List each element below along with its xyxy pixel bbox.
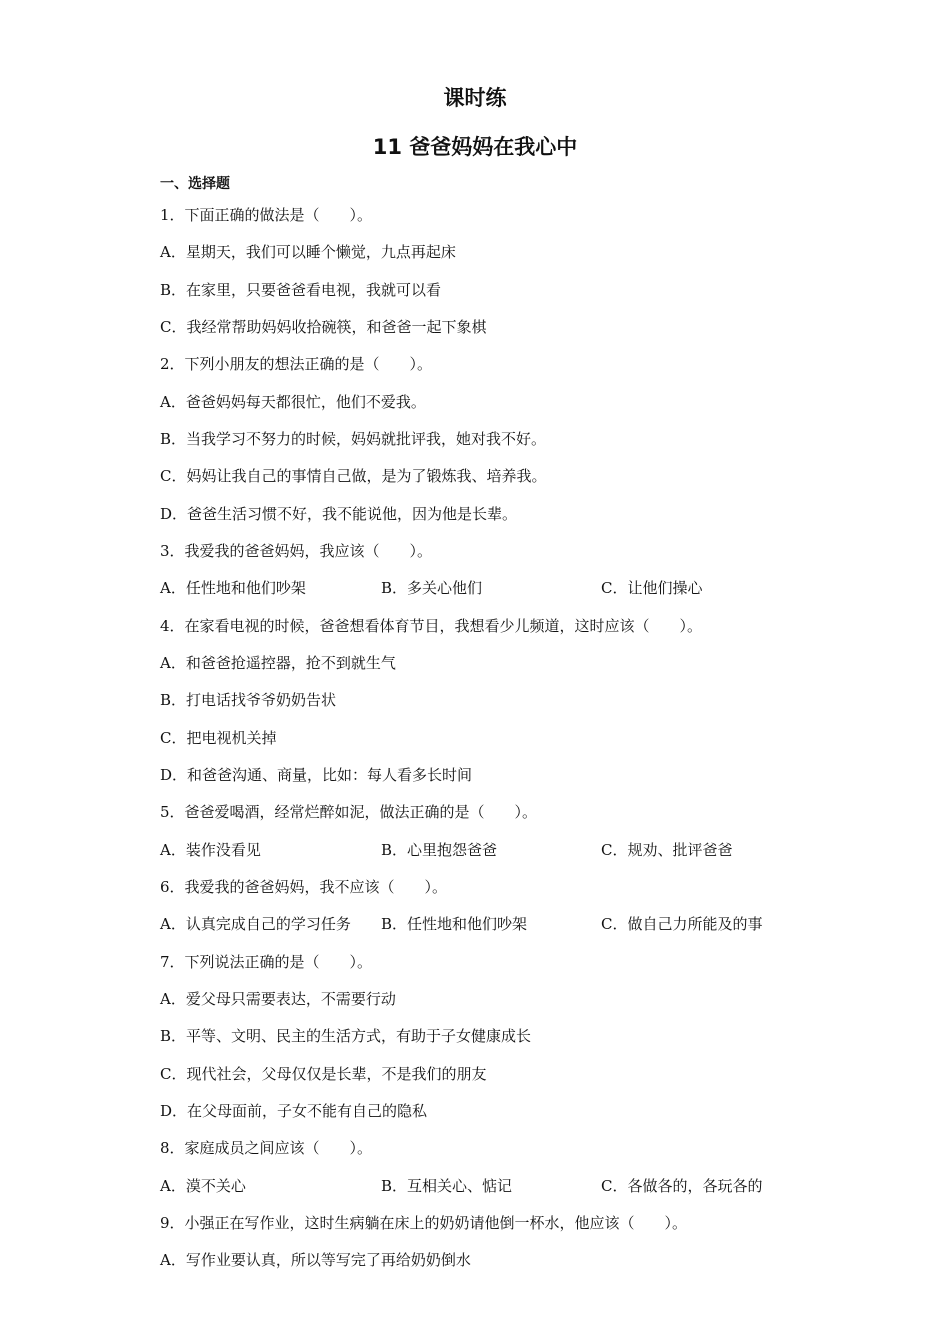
- question-7-option-c: C．现代社会，父母仅仅是长辈，不是我们的朋友: [160, 1065, 487, 1083]
- question-8-option-b: B．互相关心、惦记: [381, 1177, 513, 1195]
- question-3-stem: 3．我爱我的爸爸妈妈，我应该（ ）。: [160, 542, 433, 560]
- section-heading: 一、选择题: [160, 176, 230, 192]
- question-7-option-d: D．在父母面前，子女不能有自己的隐私: [160, 1102, 428, 1120]
- question-6-option-a: A．认真完成自己的学习任务: [160, 915, 351, 933]
- question-3-option-b: B．多关心他们: [381, 579, 483, 597]
- question-5-option-a: A．装作没看见: [160, 841, 261, 859]
- question-1-option-a: A．星期天，我们可以睡个懒觉，九点再起床: [160, 243, 456, 261]
- question-1-stem: 1．下面正确的做法是（ ）。: [160, 206, 373, 224]
- question-3-option-c: C．让他们操心: [601, 579, 703, 597]
- lesson-title: 11 爸爸妈妈在我心中: [372, 135, 578, 159]
- question-4-option-b: B．打电话找爷爷奶奶告状: [160, 691, 337, 709]
- question-2-stem: 2．下列小朋友的想法正确的是（ ）。: [160, 355, 433, 373]
- question-8-option-a: A．漠不关心: [160, 1177, 246, 1195]
- page-title: 课时练: [443, 86, 507, 110]
- question-3-option-a: A．任性地和他们吵架: [160, 579, 306, 597]
- question-4-option-c: C．把电视机关掉: [160, 729, 277, 747]
- question-2-option-a: A．爸爸妈妈每天都很忙，他们不爱我。: [160, 393, 426, 411]
- question-7-stem: 7．下列说法正确的是（ ）。: [160, 953, 373, 971]
- question-2-option-b: B．当我学习不努力的时候，妈妈就批评我，她对我不好。: [160, 430, 547, 448]
- question-5-stem: 5．爸爸爱喝酒，经常烂醉如泥，做法正确的是（ ）。: [160, 803, 538, 821]
- question-1-option-c: C．我经常帮助妈妈收拾碗筷，和爸爸一起下象棋: [160, 318, 487, 336]
- question-4-stem: 4．在家看电视的时候，爸爸想看体育节目，我想看少儿频道，这时应该（ ）。: [160, 617, 703, 635]
- question-1-option-b: B．在家里，只要爸爸看电视，我就可以看: [160, 281, 442, 299]
- question-9-option-a: A．写作业要认真，所以等写完了再给奶奶倒水: [160, 1251, 471, 1269]
- question-2-option-c: C．妈妈让我自己的事情自己做，是为了锻炼我、培养我。: [160, 467, 547, 485]
- question-2-option-d: D．爸爸生活习惯不好，我不能说他，因为他是长辈。: [160, 505, 518, 523]
- question-5-option-c: C．规劝、批评爸爸: [601, 841, 733, 859]
- question-4-option-a: A．和爸爸抢遥控器，抢不到就生气: [160, 654, 396, 672]
- question-6-option-c: C．做自己力所能及的事: [601, 915, 763, 933]
- question-9-stem: 9．小强正在写作业，这时生病躺在床上的奶奶请他倒一杯水，他应该（ ）。: [160, 1214, 688, 1232]
- question-7-option-a: A．爱父母只需要表达，不需要行动: [160, 990, 396, 1008]
- question-5-option-b: B．心里抱怨爸爸: [381, 841, 498, 859]
- question-6-stem: 6．我爱我的爸爸妈妈，我不应该（ ）。: [160, 878, 448, 896]
- question-6-option-b: B．任性地和他们吵架: [381, 915, 528, 933]
- question-8-stem: 8．家庭成员之间应该（ ）。: [160, 1139, 373, 1157]
- question-8-option-c: C．各做各的，各玩各的: [601, 1177, 763, 1195]
- question-7-option-b: B．平等、文明、民主的生活方式，有助于子女健康成长: [160, 1027, 532, 1045]
- question-4-option-d: D．和爸爸沟通、商量，比如：每人看多长时间: [160, 766, 473, 784]
